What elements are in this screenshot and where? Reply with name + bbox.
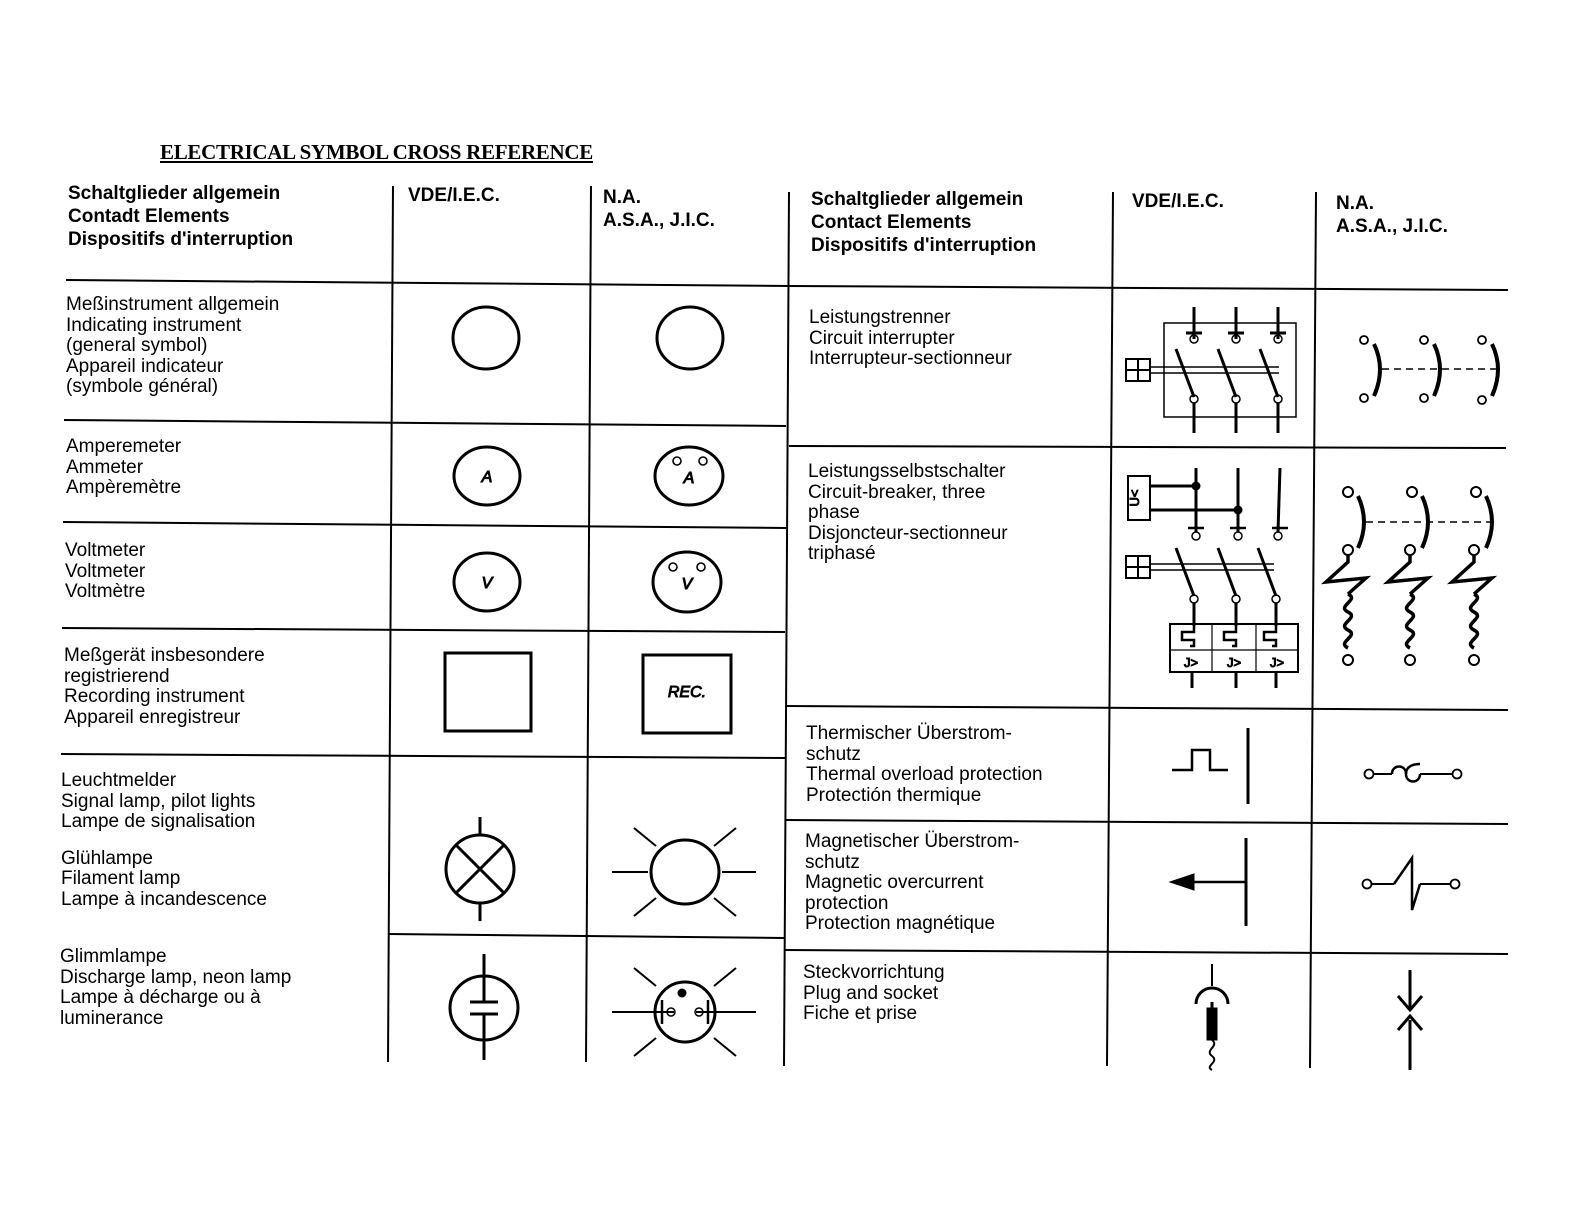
page-title: ELECTRICAL SYMBOL CROSS REFERENCE — [160, 140, 593, 164]
right-header-na — [1336, 192, 1448, 238]
header-line: Dispositifs d'interruption — [811, 235, 1037, 256]
text-line: Amperemeter — [66, 436, 182, 457]
circuit-interrupter-na-symbol — [1352, 330, 1512, 410]
discharge-lamp-vde-symbol — [446, 952, 522, 1062]
text-line: Magnetischer Überstrom- — [805, 831, 1020, 852]
signal-lamp-na-symbol — [610, 822, 760, 922]
text-line: Leistungstrenner — [809, 307, 951, 328]
circuit-breaker-na-symbol — [1320, 482, 1510, 672]
row-recording-instrument-text — [64, 646, 265, 728]
text-line: protection — [805, 892, 889, 914]
text-line: Magnetic overcurrent — [805, 872, 984, 893]
trip-label: J> — [1183, 655, 1199, 670]
text-line: Protection magnétique — [805, 913, 996, 934]
text-line: Thermal overload protection — [806, 764, 1043, 785]
text-line: schutz — [806, 743, 861, 765]
text-line: Ampèremètre — [66, 477, 182, 498]
row-ammeter-text — [66, 437, 181, 499]
text-line: Lampe de signalisation — [61, 811, 256, 832]
text-line: Lampe à incandescence — [61, 888, 267, 910]
header-line: A.S.A., J.I.C. — [603, 210, 715, 231]
header-line: Dispositifs d'interruption — [68, 229, 294, 250]
row-circuit-breaker-text — [808, 462, 1008, 565]
indicating-instrument-vde-symbol — [450, 304, 522, 372]
text-line: registrierend — [64, 665, 170, 687]
magnetic-overcurrent-na-symbol — [1360, 854, 1464, 918]
right-header-vde: VDE/I.E.C. — [1132, 191, 1224, 212]
text-line: Plug and socket — [803, 982, 939, 1004]
text-line: Recording instrument — [64, 686, 245, 707]
recording-instrument-na-symbol — [641, 653, 733, 735]
ammeter-na-symbol — [653, 444, 725, 508]
text-line: Meßgerät insbesondere — [64, 645, 265, 666]
discharge-lamp-na-symbol — [610, 962, 760, 1062]
row-discharge-lamp-text — [60, 947, 291, 1029]
signal-lamp-vde-symbol — [440, 815, 520, 925]
text-line: triphasé — [808, 543, 876, 564]
text-line: Meßinstrument allgemein — [66, 294, 280, 315]
circuit-interrupter-vde-symbol — [1124, 303, 1304, 437]
text-line: Fiche et prise — [803, 1003, 918, 1024]
text-line: Thermischer Überstrom- — [806, 723, 1012, 744]
header-line: Contact Elements — [811, 212, 972, 233]
spacer — [61, 833, 267, 849]
header-line: Contadt Elements — [68, 206, 230, 227]
text-line: Voltmeter — [65, 560, 146, 582]
text-line: Ammeter — [66, 456, 144, 478]
text-line: Leistungsselbstschalter — [808, 461, 1006, 482]
header-line: N.A. — [1336, 193, 1374, 214]
ammeter-vde-letter: A — [481, 469, 493, 486]
text-line: Disjoncteur-sectionneur — [808, 522, 1008, 544]
text-line: Interrupteur-sectionneur — [809, 348, 1012, 369]
text-line: Signal lamp, pilot lights — [61, 790, 256, 812]
recording-na-label: REC. — [667, 684, 707, 701]
left-header-na — [603, 186, 715, 232]
row-indicating-instrument-text — [66, 295, 279, 398]
text-line: phase — [808, 502, 860, 523]
voltmeter-na-letter: V — [681, 576, 693, 593]
header-line: Schaltglieder allgemein — [811, 189, 1024, 210]
row-magnetic-overcurrent-text — [805, 832, 1019, 935]
text-line: Voltmeter — [65, 540, 146, 561]
text-line: luminerance — [60, 1007, 164, 1029]
text-line: Glühlampe — [61, 847, 153, 869]
indicating-instrument-na-symbol — [654, 304, 726, 372]
row-signal-lamp-text — [61, 771, 267, 910]
text-line: Voltmètre — [65, 581, 146, 602]
text-line: Appareil indicateur — [66, 355, 224, 377]
text-line: Circuit-breaker, three — [808, 481, 986, 503]
right-header-description — [811, 188, 1036, 257]
row-voltmeter-text — [65, 541, 145, 603]
row-circuit-interrupter-text — [809, 308, 1012, 370]
row-thermal-overload-text — [806, 724, 1043, 806]
left-header-description — [68, 182, 293, 251]
trip-label: J> — [1269, 655, 1285, 670]
text-line: Glimmlampe — [60, 946, 167, 967]
voltmeter-vde-symbol — [452, 550, 522, 614]
header-line: N.A. — [603, 187, 641, 208]
text-line: Lampe à décharge ou à — [60, 987, 261, 1008]
text-line: Steckvorrichtung — [803, 962, 945, 983]
header-line: A.S.A., J.I.C. — [1336, 216, 1448, 237]
plug-socket-vde-symbol — [1192, 962, 1232, 1072]
thermal-overload-vde-symbol — [1170, 726, 1260, 806]
text-line: schutz — [805, 851, 860, 873]
row-plug-socket-text — [803, 963, 945, 1025]
ammeter-na-letter: A — [683, 470, 695, 487]
left-header-vde: VDE/I.E.C. — [408, 185, 500, 206]
voltmeter-vde-letter: V — [481, 575, 493, 592]
text-line: (symbole général) — [66, 376, 219, 397]
recording-instrument-vde-symbol — [443, 651, 533, 735]
text-line: (general symbol) — [66, 335, 208, 356]
text-line: Filament lamp — [61, 868, 181, 889]
ammeter-vde-symbol — [452, 444, 522, 508]
plug-socket-na-symbol — [1394, 968, 1430, 1072]
text-line: Indicating instrument — [66, 314, 242, 336]
text-line: Appareil enregistreur — [64, 706, 241, 728]
text-line: Protectión thermique — [806, 784, 982, 806]
thermal-overload-na-symbol — [1362, 760, 1466, 790]
text-line: Discharge lamp, neon lamp — [60, 966, 292, 988]
header-line: Schaltglieder allgemein — [68, 183, 281, 204]
voltmeter-na-symbol — [651, 549, 723, 615]
magnetic-overcurrent-vde-symbol — [1168, 836, 1258, 928]
trip-label: J> — [1226, 655, 1242, 670]
text-line: Leuchtmelder — [61, 770, 177, 791]
undervoltage-relay-label: U< — [1127, 489, 1142, 507]
circuit-breaker-vde-symbol — [1124, 466, 1304, 692]
text-line: Circuit interrupter — [809, 327, 955, 349]
